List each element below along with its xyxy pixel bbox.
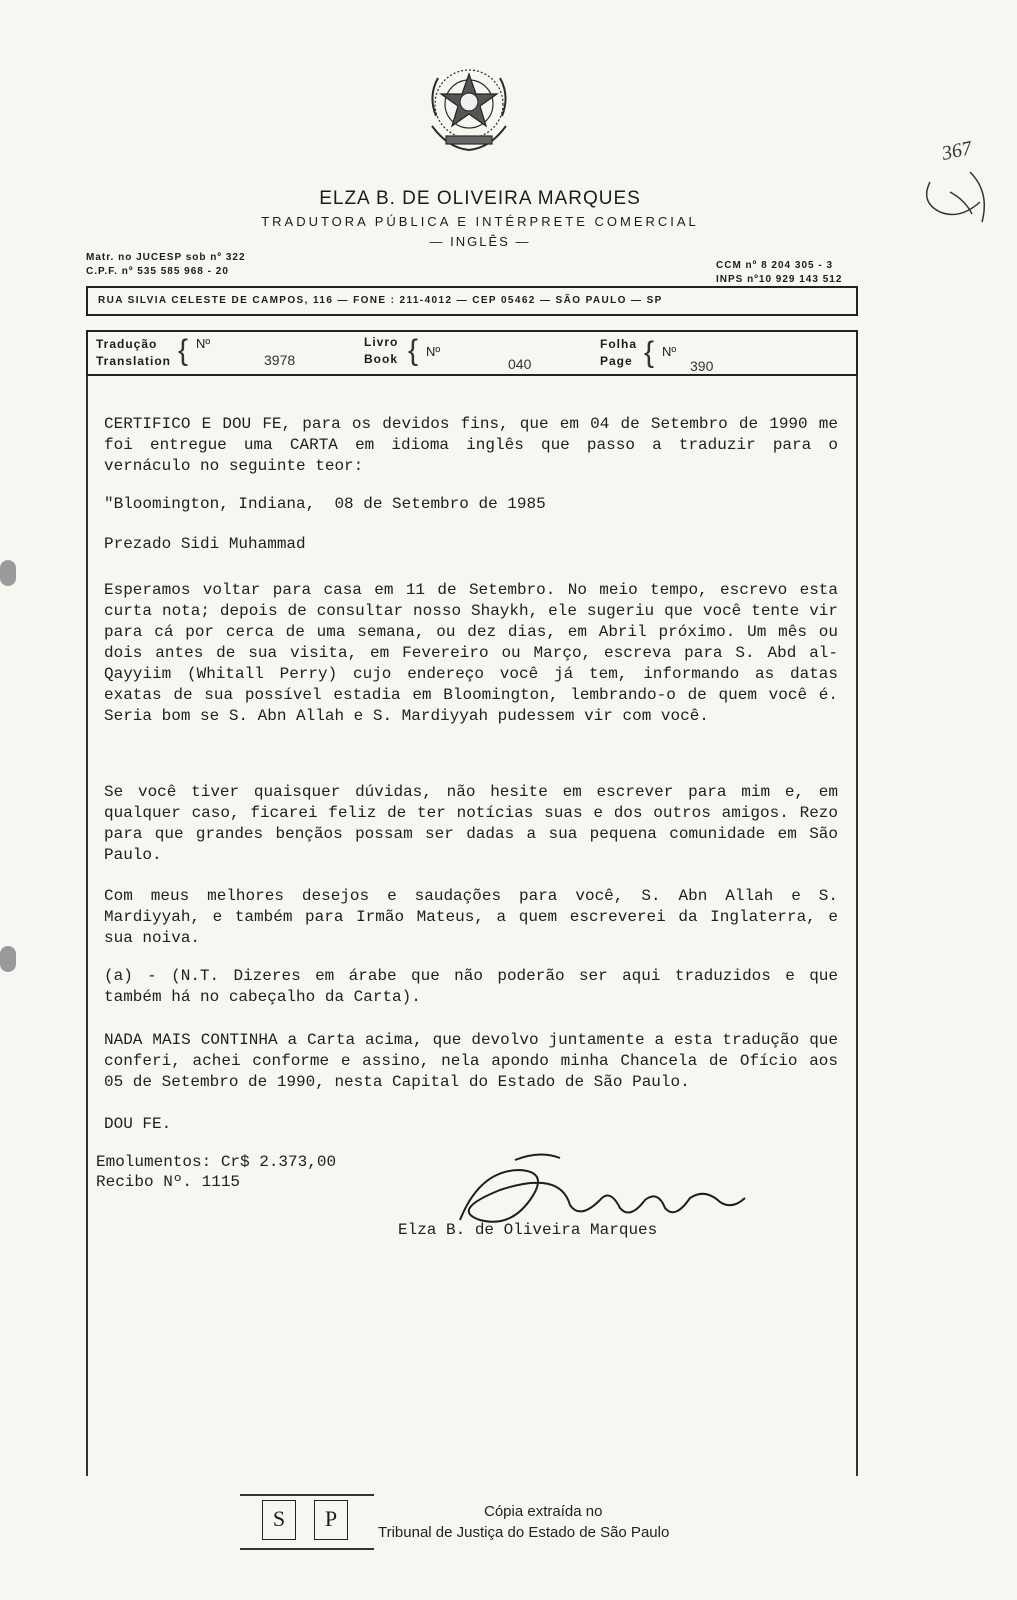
letter-paragraph-3: Com meus melhores desejos e saudações para você, S. Abn Allah e S. Mardiyyah, e também para Irmão Mateus, a quem escreverei da Inglaterra, e sua noiva. [104,887,848,947]
closing-paragraph: NADA MAIS CONTINHA a Carta acima, que devolvo juntamente a esta tradução que conferi, achei conforme e assino, nela apondo minha Chancela de Ofício aos 05 de Setembro de 1990, nesta Capital do Estado de São Paulo. [104,1031,848,1091]
letter-paragraph-1: Esperamos voltar para casa em 11 de Setembro. No meio tempo, escrevo esta curta nota; depois de consultar nosso Shaykh, ele sugeriu que você tente vir para cá por cerca de uma semana, ou dez dias, em Abril próximo. Um mês ou dois antes de sua visita, em Fevereiro ou Março, escreva para S. Abd al-Qayyiim (Whitall Perry) cujo endereço você já tem, informando as datas exatas de sua possível estadia em Bloomington, lembrando-o de quem você é. Seria bom se S. Abn Allah e S. Mardiyyah pudessem vir com você. [104,581,848,725]
book-label-en: Book [364,352,398,366]
jucesp-registration: Matr. no JUCESP sob nº 322 [86,252,246,263]
letter-paragraph-2: Se você tiver quaisquer dúvidas, não hesite em escrever para mim e, em qualquer caso, ficarei feliz de ter notícias suas e dos outros amigos. Rezo para que grandes bençãos possam ser dadas a sua pequena comunidade em São Paulo. [104,783,848,864]
letter-place-date: "Bloomington, Indiana, 08 de Setembro de 1985 [104,495,546,513]
signature-name: Elza B. de Oliveira Marques [398,1221,658,1239]
translation-label-pt: Tradução [96,337,158,351]
punch-hole-bottom [0,946,16,972]
translation-label-en: Translation [96,354,172,368]
coat-of-arms-emblem [418,56,520,154]
translator-title: TRADUTORA PÚBLICA E INTÉRPRETE COMERCIAL [261,214,699,229]
stamp-letter-s: S [262,1500,296,1540]
page-label-pt: Folha [600,337,637,351]
dou-fe: DOU FE. [104,1115,172,1133]
margin-note: 367 [939,137,974,165]
punch-hole-top [0,560,16,586]
ccm-number: CCM nº 8 204 305 - 3 [716,260,834,271]
page-label-en: Page [600,354,633,368]
inps-number: INPS nº10 929 143 512 [716,274,843,285]
letter-salutation: Prezado Sidi Muhammad [104,535,306,553]
book-number: 040 [508,356,532,372]
stamp-letter-p: P [314,1500,348,1540]
translator-note: (a) - (N.T. Dizeres em árabe que não poderão ser aqui traduzidos e que também há no cabeçalho da Carta). [104,967,848,1006]
translation-number: 3978 [264,352,296,368]
address-bar: RUA SILVIA CELESTE DE CAMPOS, 116 — FONE : 211-4012 — CEP 05462 — SÃO PAULO — SP [86,286,858,316]
translation-number-sign: Nº [196,336,211,351]
fee-line: Emolumentos: Cr$ 2.373,00 [96,1153,337,1171]
receipt-line: Recibo Nº. 1115 [96,1173,241,1191]
translator-language: — INGLÊS — [429,234,531,249]
book-number-sign: Nº [426,344,441,359]
translator-name: ELZA B. DE OLIVEIRA MARQUES [319,188,641,209]
page-number: 390 [690,358,714,374]
certification-paragraph: CERTIFICO E DOU FE, para os devidos fins, que em 04 de Setembro de 1990 me foi entregue uma CARTA em idioma inglês que passo a traduzir para o vernáculo no seguinte teor: [104,415,848,475]
registry-box: Tradução Translation { Nº 3978 Livro Book { Nº 040 Folha Page { Nº 390 [86,330,858,376]
copy-line-2: Tribunal de Justiça do Estado de São Paulo [378,1524,670,1541]
copy-line-1: Cópia extraída no [484,1503,603,1520]
page-number-sign: Nº [662,344,677,359]
stamp-emblem [240,1494,374,1550]
book-label-pt: Livro [364,335,399,349]
cpf-number: C.P.F. nº 535 585 968 - 20 [86,266,229,277]
